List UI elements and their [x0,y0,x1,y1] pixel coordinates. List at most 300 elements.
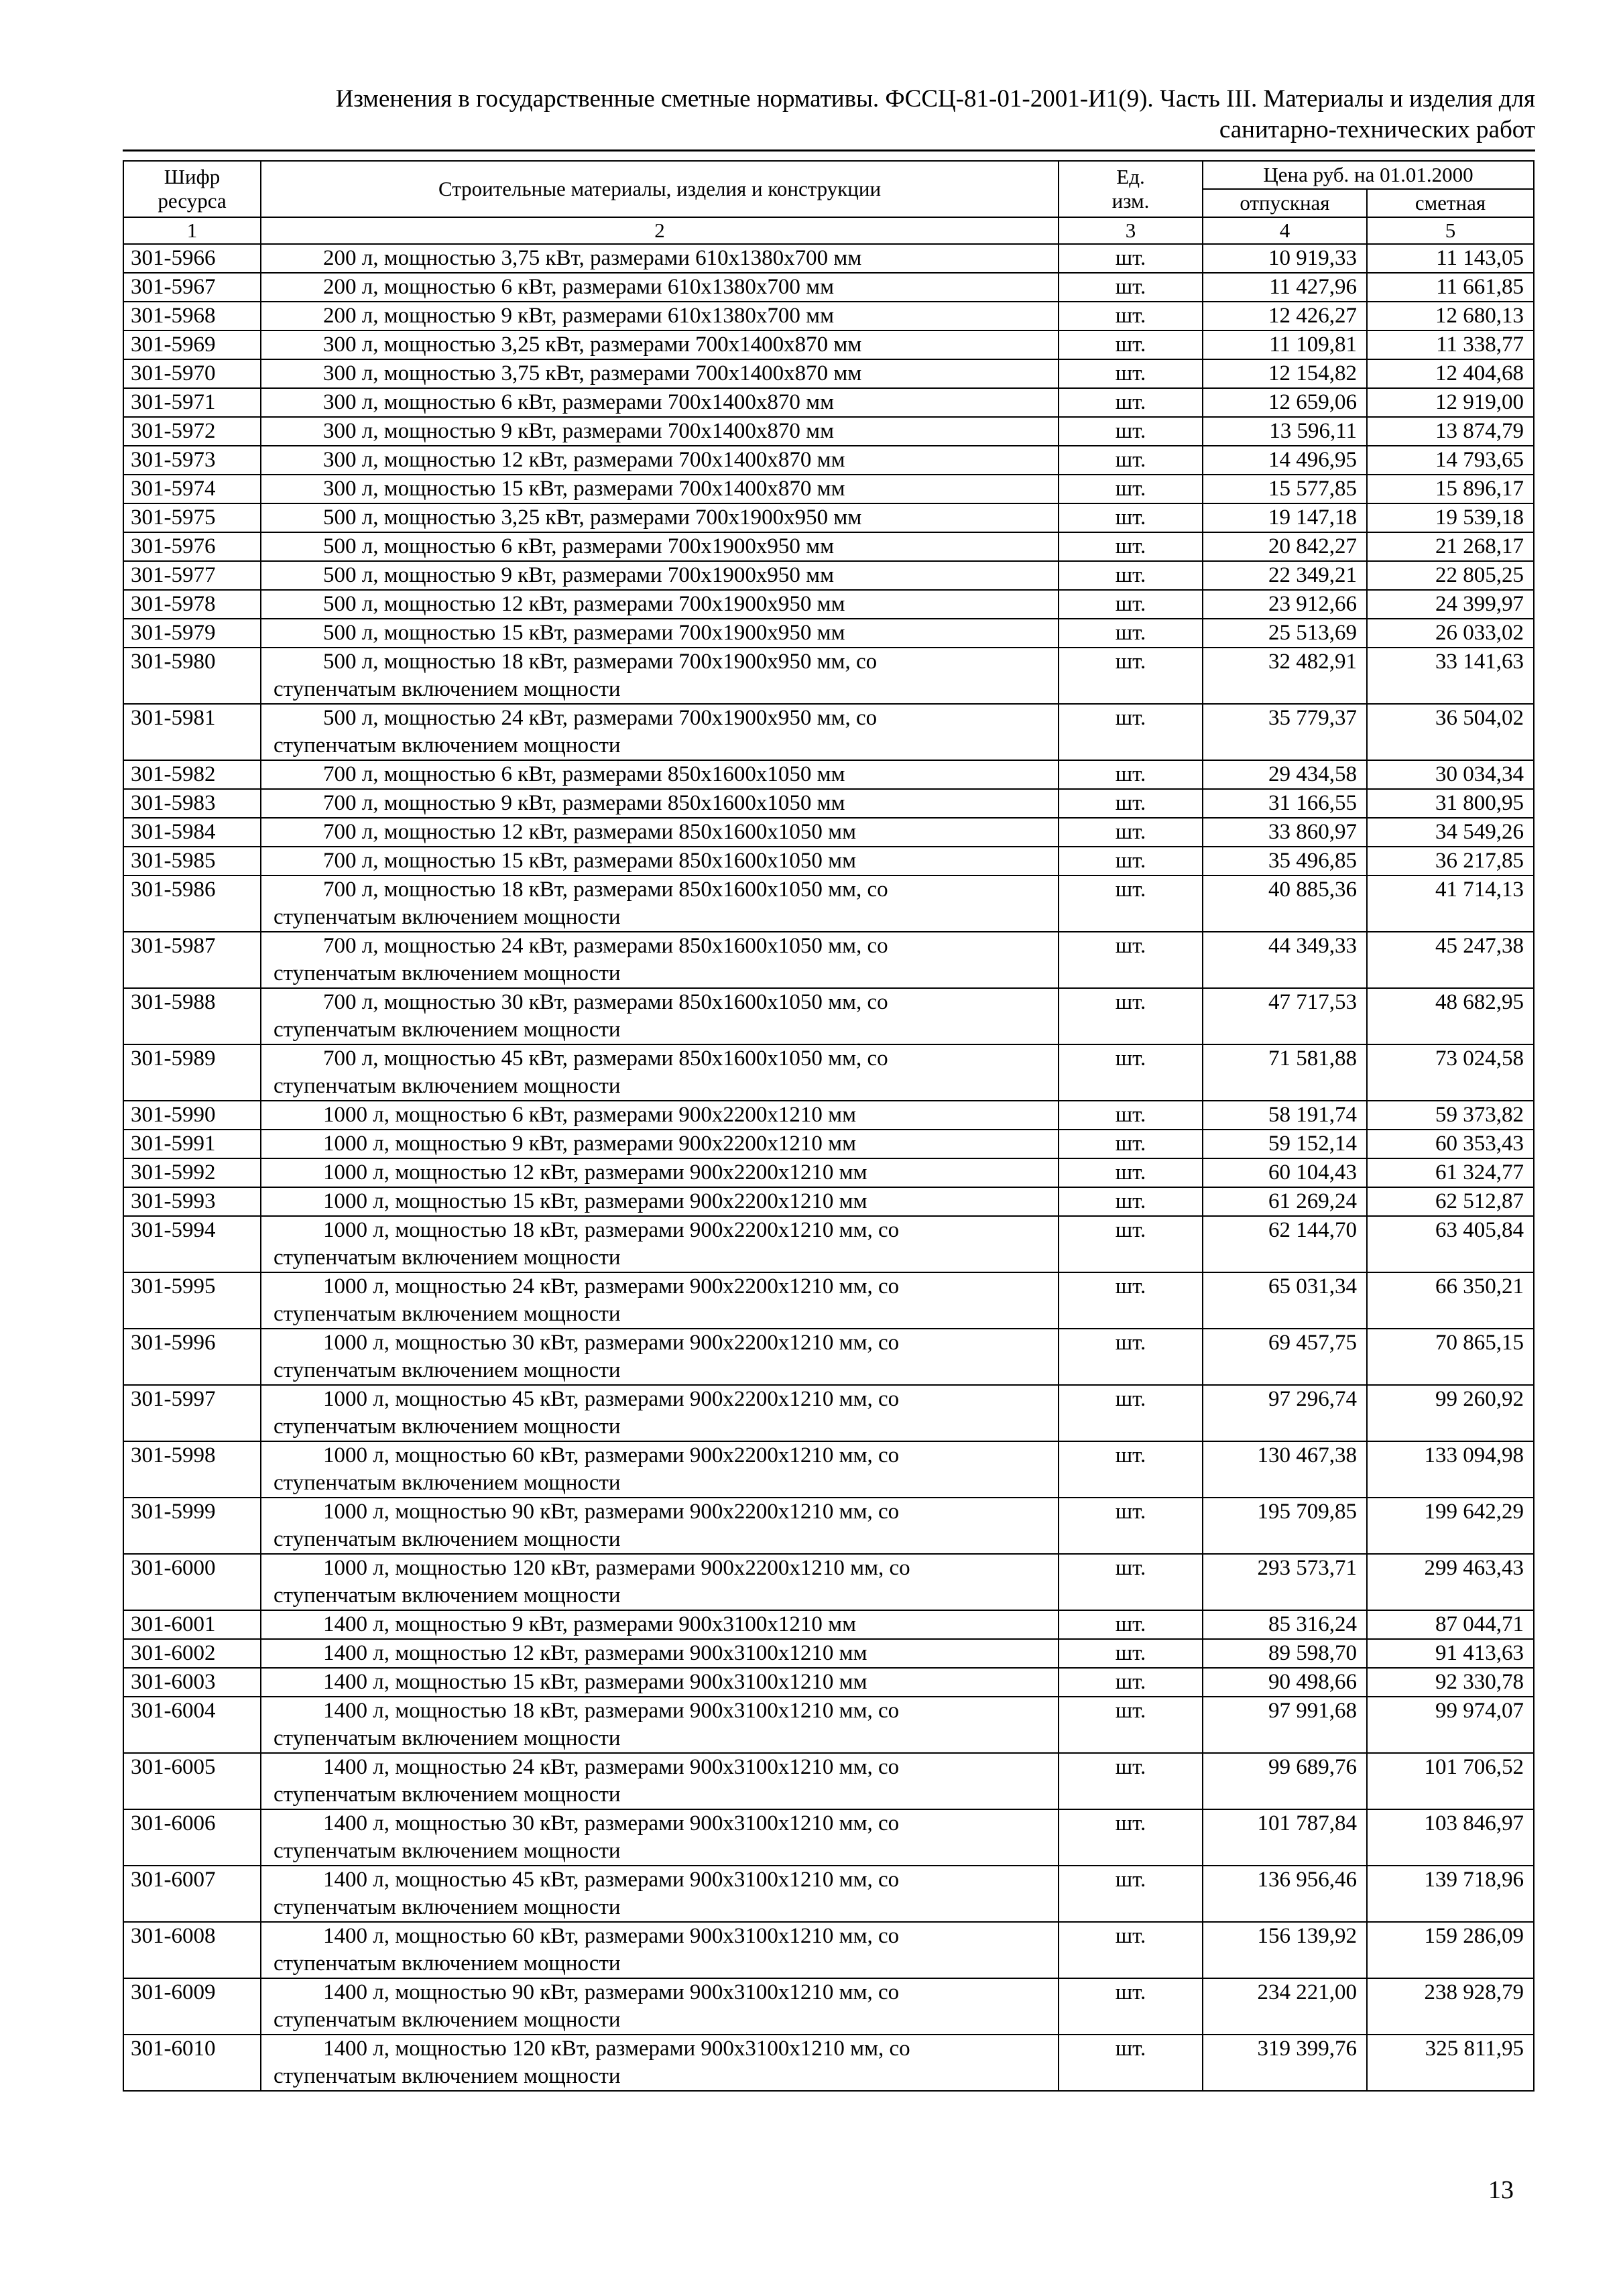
resource-code-cell: 301-5966 [123,244,261,273]
resource-code-cell: 301-5996 [123,1329,261,1385]
unit-cell: шт. [1059,760,1203,789]
resource-code-cell: 301-6004 [123,1697,261,1753]
unit-cell: шт. [1059,1668,1203,1697]
material-name-continuation: ступенчатым включением мощности [274,1246,621,1270]
material-name-cell [261,590,1059,619]
release-price-cell: 15 577,85 [1203,475,1367,503]
release-price-cell: 35 496,85 [1203,847,1367,875]
estimate-price-cell: 99 260,92 [1367,1385,1534,1441]
header-price-release: отпускная [1203,189,1367,217]
estimate-price-cell: 48 682,95 [1367,988,1534,1044]
unit-cell: шт. [1059,1697,1203,1753]
estimate-price-cell: 31 800,95 [1367,789,1534,818]
table-row [123,1130,1534,1158]
table-row [123,1554,1534,1610]
unit-cell: шт. [1059,1866,1203,1922]
material-name-line: 700 л, мощностью 24 кВт, размерами 850х1600х1050 мм, со [323,934,888,958]
unit-cell: шт. [1059,789,1203,818]
unit-cell: шт. [1059,388,1203,417]
material-name-continuation: ступенчатым включением мощности [274,2064,621,2088]
release-price-cell: 293 573,71 [1203,1554,1367,1610]
resource-code-cell: 301-6009 [123,1978,261,2035]
material-name-continuation: ступенчатым включением мощности [274,1471,621,1495]
material-name-cell [261,1044,1059,1101]
estimate-price-cell: 15 896,17 [1367,475,1534,503]
material-name-line: 500 л, мощностью 6 кВт, размерами 700х1900х950 мм [323,534,834,558]
release-price-cell: 69 457,75 [1203,1329,1367,1385]
release-price-cell: 65 031,34 [1203,1272,1367,1329]
unit-cell: шт. [1059,417,1203,446]
table-row [123,388,1534,417]
resource-code-cell: 301-5968 [123,302,261,330]
material-name-line: 700 л, мощностью 6 кВт, размерами 850х1600х1050 мм [323,762,845,786]
material-name-cell [261,330,1059,359]
resource-code-cell: 301-5967 [123,273,261,302]
estimate-price-cell: 12 404,68 [1367,359,1534,388]
unit-cell: шт. [1059,1498,1203,1554]
estimate-price-cell: 14 793,65 [1367,446,1534,475]
table-row [123,1101,1534,1130]
release-price-cell: 32 482,91 [1203,648,1367,704]
estimate-price-cell: 61 324,77 [1367,1158,1534,1187]
release-price-cell: 33 860,97 [1203,818,1367,847]
material-name-continuation: ступенчатым включением мощности [274,1726,621,1750]
estimate-price-cell: 60 353,43 [1367,1130,1534,1158]
table-row [123,1441,1534,1498]
material-name-cell [261,1272,1059,1329]
material-name-cell [261,2035,1059,2091]
table-row [123,1385,1534,1441]
header-title-line1: Изменения в государственные сметные нормативы. ФССЦ-81-01-2001-И1(9). Часть III. Материалы и изделия для [335,85,1535,113]
material-name-cell [261,417,1059,446]
material-name-cell [261,1978,1059,2035]
material-name-continuation: ступенчатым включением мощности [274,1358,621,1382]
header-title-line2: санитарно-технических работ [1219,116,1535,143]
resource-code-cell: 301-5973 [123,446,261,475]
material-name-line: 1000 л, мощностью 18 кВт, размерами 900х2200х1210 мм, со [323,1218,900,1242]
release-price-cell: 11 427,96 [1203,273,1367,302]
table-row [123,1329,1534,1385]
release-price-cell: 23 912,66 [1203,590,1367,619]
estimate-price-cell: 36 504,02 [1367,704,1534,760]
material-name-continuation: ступенчатым включением мощности [274,1302,621,1326]
release-price-cell: 20 842,27 [1203,532,1367,561]
material-name-cell [261,704,1059,760]
unit-cell: шт. [1059,1610,1203,1639]
unit-cell: шт. [1059,2035,1203,2091]
material-name-cell [261,1216,1059,1272]
material-name-cell [261,244,1059,273]
header-price-estimate: сметная [1367,189,1534,217]
table-row [123,619,1534,648]
table-row [123,1639,1534,1668]
material-name-continuation: ступенчатым включением мощности [274,677,621,701]
resource-code-cell: 301-5975 [123,503,261,532]
unit-cell: шт. [1059,330,1203,359]
unit-cell: шт. [1059,1216,1203,1272]
material-name-line: 1400 л, мощностью 24 кВт, размерами 900х3100х1210 мм, со [323,1755,900,1779]
resource-code-cell: 301-5990 [123,1101,261,1130]
material-name-cell [261,1753,1059,1809]
material-name-continuation: ступенчатым включением мощности [274,1583,621,1608]
estimate-price-cell: 92 330,78 [1367,1668,1534,1697]
material-name-cell [261,1922,1059,1978]
estimate-price-cell: 24 399,97 [1367,590,1534,619]
material-name-cell [261,1130,1059,1158]
estimate-price-cell: 26 033,02 [1367,619,1534,648]
resource-code-cell: 301-5992 [123,1158,261,1187]
material-name-cell [261,1668,1059,1697]
material-name-cell [261,1158,1059,1187]
resource-code-cell: 301-5985 [123,847,261,875]
column-number: 3 [1059,217,1203,244]
unit-cell: шт. [1059,244,1203,273]
page-header [121,84,1535,145]
material-name-line: 1000 л, мощностью 12 кВт, размерами 900х2200х1210 мм [323,1160,867,1185]
material-name-continuation: ступенчатым включением мощности [274,961,621,985]
release-price-cell: 85 316,24 [1203,1610,1367,1639]
material-name-continuation: ступенчатым включением мощности [274,2008,621,2032]
release-price-cell: 12 426,27 [1203,302,1367,330]
material-name-line: 700 л, мощностью 9 кВт, размерами 850х1600х1050 мм [323,791,845,815]
estimate-price-cell: 59 373,82 [1367,1101,1534,1130]
material-name-continuation: ступенчатым включением мощности [274,1527,621,1551]
material-name-line: 500 л, мощностью 18 кВт, размерами 700х1900х950 мм, со [323,650,878,674]
material-name-cell [261,388,1059,417]
table-row [123,818,1534,847]
material-name-cell [261,1554,1059,1610]
estimate-price-cell: 133 094,98 [1367,1441,1534,1498]
release-price-cell: 59 152,14 [1203,1130,1367,1158]
material-name-line: 1400 л, мощностью 12 кВт, размерами 900х3100х1210 мм [323,1641,867,1665]
resource-code-cell: 301-5989 [123,1044,261,1101]
release-price-cell: 35 779,37 [1203,704,1367,760]
material-name-cell [261,302,1059,330]
unit-cell: шт. [1059,818,1203,847]
table-row [123,875,1534,932]
material-name-line: 1000 л, мощностью 90 кВт, размерами 900х2200х1210 мм, со [323,1500,900,1524]
table-row [123,1498,1534,1554]
resource-code-cell: 301-5982 [123,760,261,789]
material-name-cell [261,648,1059,704]
table-row [123,244,1534,273]
unit-cell: шт. [1059,1978,1203,2035]
unit-cell: шт. [1059,1922,1203,1978]
unit-cell: шт. [1059,1272,1203,1329]
table-row [123,273,1534,302]
material-name-line: 200 л, мощностью 9 кВт, размерами 610х1380х700 мм [323,304,834,328]
material-name-line: 1000 л, мощностью 120 кВт, размерами 900х2200х1210 мм, со [323,1556,910,1580]
table-row [123,302,1534,330]
estimate-price-cell: 66 350,21 [1367,1272,1534,1329]
release-price-cell: 12 154,82 [1203,359,1367,388]
estimate-price-cell: 325 811,95 [1367,2035,1534,2091]
estimate-price-cell: 13 874,79 [1367,417,1534,446]
release-price-cell: 61 269,24 [1203,1187,1367,1216]
estimate-price-cell: 238 928,79 [1367,1978,1534,2035]
unit-cell: шт. [1059,561,1203,590]
material-name-line: 1000 л, мощностью 6 кВт, размерами 900х2200х1210 мм [323,1103,856,1127]
resource-code-cell: 301-5970 [123,359,261,388]
header-code: Шифр ресурса [123,161,261,217]
estimate-price-cell: 30 034,34 [1367,760,1534,789]
material-name-line: 300 л, мощностью 15 кВт, размерами 700х1400х870 мм [323,477,845,501]
table-row [123,1753,1534,1809]
estimate-price-cell: 41 714,13 [1367,875,1534,932]
material-name-line: 500 л, мощностью 15 кВт, размерами 700х1900х950 мм [323,621,845,645]
material-name-line: 1400 л, мощностью 60 кВт, размерами 900х3100х1210 мм, со [323,1924,900,1948]
release-price-cell: 156 139,92 [1203,1922,1367,1978]
release-price-cell: 19 147,18 [1203,503,1367,532]
material-name-line: 1400 л, мощностью 9 кВт, размерами 900х3100х1210 мм [323,1612,856,1636]
estimate-price-cell: 87 044,71 [1367,1610,1534,1639]
resource-code-cell: 301-5980 [123,648,261,704]
unit-cell: шт. [1059,1441,1203,1498]
table-row [123,330,1534,359]
material-name-line: 700 л, мощностью 30 кВт, размерами 850х1600х1050 мм, со [323,990,888,1014]
material-name-line: 500 л, мощностью 24 кВт, размерами 700х1900х950 мм, со [323,706,878,730]
unit-cell: шт. [1059,1809,1203,1866]
estimate-price-cell: 34 549,26 [1367,818,1534,847]
material-name-continuation: ступенчатым включением мощности [274,1414,621,1439]
table-row [123,1697,1534,1753]
unit-cell: шт. [1059,648,1203,704]
release-price-cell: 12 659,06 [1203,388,1367,417]
release-price-cell: 71 581,88 [1203,1044,1367,1101]
material-name-line: 1000 л, мощностью 24 кВт, размерами 900х2200х1210 мм, со [323,1274,900,1298]
header-divider [123,149,1535,152]
material-name-continuation: ступенчатым включением мощности [274,1783,621,1807]
table-row [123,446,1534,475]
estimate-price-cell: 299 463,43 [1367,1554,1534,1610]
release-price-cell: 47 717,53 [1203,988,1367,1044]
material-name-line: 1400 л, мощностью 90 кВт, размерами 900х3100х1210 мм, со [323,1980,900,2004]
estimate-price-cell: 199 642,29 [1367,1498,1534,1554]
resource-code-cell: 301-5993 [123,1187,261,1216]
unit-cell: шт. [1059,446,1203,475]
estimate-price-cell: 70 865,15 [1367,1329,1534,1385]
material-name-cell [261,1639,1059,1668]
table-row [123,475,1534,503]
material-name-continuation: ступенчатым включением мощности [274,1839,621,1863]
unit-cell: шт. [1059,1130,1203,1158]
material-name-continuation: ступенчатым включением мощности [274,1895,621,1919]
material-name-line: 700 л, мощностью 12 кВт, размерами 850х1600х1050 мм [323,820,856,844]
release-price-cell: 101 787,84 [1203,1809,1367,1866]
release-price-cell: 58 191,74 [1203,1101,1367,1130]
unit-cell: шт. [1059,704,1203,760]
estimate-price-cell: 139 718,96 [1367,1866,1534,1922]
material-name-line: 300 л, мощностью 6 кВт, размерами 700х1400х870 мм [323,390,834,414]
unit-cell: шт. [1059,875,1203,932]
resource-code-cell: 301-5997 [123,1385,261,1441]
unit-cell: шт. [1059,1101,1203,1130]
estimate-price-cell: 19 539,18 [1367,503,1534,532]
estimate-price-cell: 103 846,97 [1367,1809,1534,1866]
estimate-price-cell: 63 405,84 [1367,1216,1534,1272]
table-row [123,1044,1534,1101]
release-price-cell: 234 221,00 [1203,1978,1367,2035]
column-number: 2 [261,217,1059,244]
unit-cell: шт. [1059,590,1203,619]
unit-cell: шт. [1059,1329,1203,1385]
table-row [123,590,1534,619]
table-row [123,704,1534,760]
resource-code-cell: 301-6002 [123,1639,261,1668]
header-price-group: Цена руб. на 01.01.2000 [1203,161,1534,189]
column-number: 1 [123,217,261,244]
table-row [123,1216,1534,1272]
material-name-cell [261,818,1059,847]
material-name-cell [261,1697,1059,1753]
table-row [123,1158,1534,1187]
resource-code-cell: 301-5979 [123,619,261,648]
table-row [123,2035,1534,2091]
resource-code-cell: 301-5986 [123,875,261,932]
unit-cell: шт. [1059,847,1203,875]
unit-cell: шт. [1059,1639,1203,1668]
material-name-line: 1000 л, мощностью 15 кВт, размерами 900х2200х1210 мм [323,1189,867,1213]
material-name-cell [261,1809,1059,1866]
table-row [123,988,1534,1044]
release-price-cell: 319 399,76 [1203,2035,1367,2091]
material-name-cell [261,1441,1059,1498]
release-price-cell: 11 109,81 [1203,330,1367,359]
material-name-line: 1400 л, мощностью 18 кВт, размерами 900х3100х1210 мм, со [323,1699,900,1723]
release-price-cell: 14 496,95 [1203,446,1367,475]
material-name-line: 500 л, мощностью 3,25 кВт, размерами 700х1900х950 мм [323,505,862,530]
resource-code-cell: 301-5991 [123,1130,261,1158]
resource-code-cell: 301-5995 [123,1272,261,1329]
unit-cell: шт. [1059,932,1203,988]
resource-code-cell: 301-6006 [123,1809,261,1866]
unit-cell: шт. [1059,1385,1203,1441]
material-name-line: 1000 л, мощностью 45 кВт, размерами 900х2200х1210 мм, со [323,1387,900,1411]
unit-cell: шт. [1059,1158,1203,1187]
unit-cell: шт. [1059,988,1203,1044]
page-number: 13 [1488,2176,1514,2204]
release-price-cell: 195 709,85 [1203,1498,1367,1554]
material-name-cell [261,932,1059,988]
estimate-price-cell: 101 706,52 [1367,1753,1534,1809]
material-name-line: 200 л, мощностью 6 кВт, размерами 610х1380х700 мм [323,275,834,299]
estimate-price-cell: 91 413,63 [1367,1639,1534,1668]
estimate-price-cell: 159 286,09 [1367,1922,1534,1978]
material-name-line: 500 л, мощностью 9 кВт, размерами 700х1900х950 мм [323,563,834,587]
table-row [123,1866,1534,1922]
table-row [123,503,1534,532]
release-price-cell: 60 104,43 [1203,1158,1367,1187]
release-price-cell: 22 349,21 [1203,561,1367,590]
resource-code-cell: 301-6008 [123,1922,261,1978]
material-name-cell [261,532,1059,561]
release-price-cell: 136 956,46 [1203,1866,1367,1922]
resource-code-cell: 301-5983 [123,789,261,818]
material-name-cell [261,789,1059,818]
resource-code-cell: 301-5978 [123,590,261,619]
release-price-cell: 13 596,11 [1203,417,1367,446]
estimate-price-cell: 33 141,63 [1367,648,1534,704]
material-name-cell [261,446,1059,475]
material-name-cell [261,1610,1059,1639]
table-row [123,760,1534,789]
unit-cell: шт. [1059,532,1203,561]
release-price-cell: 62 144,70 [1203,1216,1367,1272]
material-name-cell [261,1187,1059,1216]
release-price-cell: 89 598,70 [1203,1639,1367,1668]
material-name-line: 200 л, мощностью 3,75 кВт, размерами 610х1380х700 мм [323,246,862,270]
material-name-line: 1400 л, мощностью 30 кВт, размерами 900х3100х1210 мм, со [323,1811,900,1835]
material-name-cell [261,359,1059,388]
material-name-line: 300 л, мощностью 9 кВт, размерами 700х1400х870 мм [323,419,834,443]
estimate-price-cell: 22 805,25 [1367,561,1534,590]
material-name-line: 700 л, мощностью 45 кВт, размерами 850х1600х1050 мм, со [323,1046,888,1071]
material-name-continuation: ступенчатым включением мощности [274,905,621,929]
resource-code-cell: 301-5994 [123,1216,261,1272]
material-name-cell [261,1329,1059,1385]
material-name-line: 1000 л, мощностью 9 кВт, размерами 900х2200х1210 мм [323,1132,856,1156]
material-name-line: 1400 л, мощностью 120 кВт, размерами 900х3100х1210 мм, со [323,2037,910,2061]
table-row [123,1668,1534,1697]
resource-code-cell: 301-5981 [123,704,261,760]
material-name-continuation: ступенчатым включением мощности [274,1951,621,1976]
resource-code-cell: 301-6001 [123,1610,261,1639]
material-name-line: 300 л, мощностью 12 кВт, размерами 700х1400х870 мм [323,448,845,472]
resource-code-cell: 301-6007 [123,1866,261,1922]
material-name-cell [261,760,1059,789]
release-price-cell: 44 349,33 [1203,932,1367,988]
material-name-line: 700 л, мощностью 18 кВт, размерами 850х1600х1050 мм, со [323,878,888,902]
table-header-row [123,161,1534,189]
material-name-line: 300 л, мощностью 3,25 кВт, размерами 700х1400х870 мм [323,333,862,357]
material-name-cell [261,475,1059,503]
resource-code-cell: 301-6005 [123,1753,261,1809]
table-row [123,1272,1534,1329]
material-name-line: 500 л, мощностью 12 кВт, размерами 700х1900х950 мм [323,592,845,616]
unit-cell: шт. [1059,619,1203,648]
material-name-cell [261,561,1059,590]
estimate-price-cell: 11 143,05 [1367,244,1534,273]
release-price-cell: 97 991,68 [1203,1697,1367,1753]
resource-code-cell: 301-5976 [123,532,261,561]
unit-cell: шт. [1059,1753,1203,1809]
material-name-continuation: ступенчатым включением мощности [274,1074,621,1098]
estimate-price-cell: 36 217,85 [1367,847,1534,875]
header-unit: Ед. изм. [1059,161,1203,217]
resource-code-cell: 301-5969 [123,330,261,359]
estimate-price-cell: 45 247,38 [1367,932,1534,988]
material-name-line: 300 л, мощностью 3,75 кВт, размерами 700х1400х870 мм [323,361,862,385]
unit-cell: шт. [1059,475,1203,503]
material-name-cell [261,619,1059,648]
release-price-cell: 29 434,58 [1203,760,1367,789]
table-row [123,1610,1534,1639]
resource-code-cell: 301-6000 [123,1554,261,1610]
material-name-line: 1400 л, мощностью 15 кВт, размерами 900х3100х1210 мм [323,1670,867,1694]
resource-code-cell: 301-5974 [123,475,261,503]
resource-code-cell: 301-5972 [123,417,261,446]
material-name-cell [261,875,1059,932]
resource-code-cell: 301-5999 [123,1498,261,1554]
resource-code-cell: 301-5984 [123,818,261,847]
material-name-line: 1000 л, мощностью 60 кВт, размерами 900х2200х1210 мм, со [323,1443,900,1467]
estimate-price-cell: 11 661,85 [1367,273,1534,302]
resource-code-cell: 301-5971 [123,388,261,417]
material-name-cell [261,1385,1059,1441]
unit-cell: шт. [1059,503,1203,532]
table-row [123,532,1534,561]
column-number-row [123,217,1534,244]
